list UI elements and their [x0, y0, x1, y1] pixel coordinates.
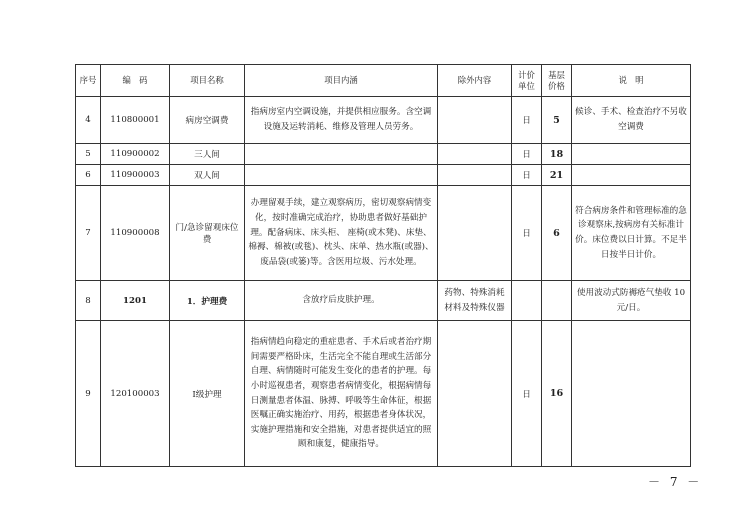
header-index: 序号: [76, 65, 101, 97]
cell-code: 110900008: [101, 186, 170, 281]
cell-price: 21: [542, 165, 572, 186]
cell-price: 6: [542, 186, 572, 281]
cell-note: 符合病房条件和管理标准的急诊观察床,按病房有关标准计价。床位费以日计算。不足半日按半日计价。: [572, 186, 691, 281]
cell-index: 7: [76, 186, 101, 281]
cell-unit: [512, 281, 542, 321]
cell-code: 110900002: [101, 144, 170, 165]
cell-unit: 日: [512, 186, 542, 281]
cell-code: 1201: [101, 281, 170, 321]
cell-name: 病房空调费: [170, 97, 245, 144]
cell-price: 5: [542, 97, 572, 144]
cell-excluded: [438, 97, 512, 144]
cell-price: 18: [542, 144, 572, 165]
cell-name: Ⅰ级护理: [170, 321, 245, 467]
cell-index: 4: [76, 97, 101, 144]
cell-content: 指病房室内空调设施，并提供相应服务。含空调设施及运转消耗、维修及管理人员劳务。: [245, 97, 438, 144]
cell-name: 门/急诊留观床位费: [170, 186, 245, 281]
cell-excluded: 药物、特殊消耗材料及特殊仪器: [438, 281, 512, 321]
cell-note: 使用波动式防褥疮气垫收 10 元/日。: [572, 281, 691, 321]
cell-unit: 日: [512, 165, 542, 186]
cell-code: 110800001: [101, 97, 170, 144]
cell-index: 5: [76, 144, 101, 165]
cell-excluded: [438, 321, 512, 467]
header-unit: 计价 单位: [512, 65, 542, 97]
cell-price: 16: [542, 321, 572, 467]
cell-note: 候诊、手术、检查治疗不另收空调费: [572, 97, 691, 144]
cell-excluded: [438, 186, 512, 281]
header-note: 说 明: [572, 65, 691, 97]
cell-name: 三人间: [170, 144, 245, 165]
cell-code: 110900003: [101, 165, 170, 186]
cell-note: [572, 165, 691, 186]
table-row: [76, 144, 691, 165]
header-excluded: 除外内容: [438, 65, 512, 97]
cell-content: 含放疗后皮肤护理。: [245, 281, 438, 321]
table-row: [76, 321, 691, 467]
cell-price: [542, 281, 572, 321]
cell-content: [245, 165, 438, 186]
header-name: 项目名称: [170, 65, 245, 97]
cell-unit: 日: [512, 144, 542, 165]
cell-content: 办理留观手续，建立观察病历，密切观察病情变化，按时准确完成治疗，协助患者做好基础护理。配备病床、床头柜、 座椅(或木凳)、床垫、棉褥、棉被(或毯)、枕头、床单、热水瓶(或器)、废品袋(或篓)等。含医用垃圾、污水处理。: [245, 186, 438, 281]
cell-index: 9: [76, 321, 101, 467]
cell-index: 8: [76, 281, 101, 321]
cell-content: [245, 144, 438, 165]
cell-name: 1．护理费: [170, 281, 245, 321]
cell-name: 双人间: [170, 165, 245, 186]
header-code: 编 码: [101, 65, 170, 97]
fee-table: [75, 64, 691, 467]
cell-code: 120100003: [101, 321, 170, 467]
cell-note: [572, 144, 691, 165]
cell-unit: 日: [512, 97, 542, 144]
header-row: [76, 65, 691, 97]
cell-content: 指病情趋向稳定的重症患者、手术后或者治疗期间需要严格卧床，生活完全不能自理或生活部分自理、病情随时可能发生变化的患者的护理。每小时巡视患者，观察患者病情变化，根据病情每日测量患者体温、脉搏、呼吸等生命体征，根据医嘱正确实施治疗、用药，根据患者身体状况，实施护理措施和安全措施，对患者提供适宜的照顾和康复，健康指导。: [245, 321, 438, 467]
cell-index: 6: [76, 165, 101, 186]
cell-note: [572, 321, 691, 467]
header-content: 项目内涵: [245, 65, 438, 97]
cell-excluded: [438, 165, 512, 186]
table-row: [76, 281, 691, 321]
table-row: [76, 165, 691, 186]
page-number: － 7 －: [648, 475, 703, 489]
table-row: [76, 186, 691, 281]
header-price: 基层 价格: [542, 65, 572, 97]
cell-excluded: [438, 144, 512, 165]
table-row: [76, 97, 691, 144]
cell-unit: 日: [512, 321, 542, 467]
